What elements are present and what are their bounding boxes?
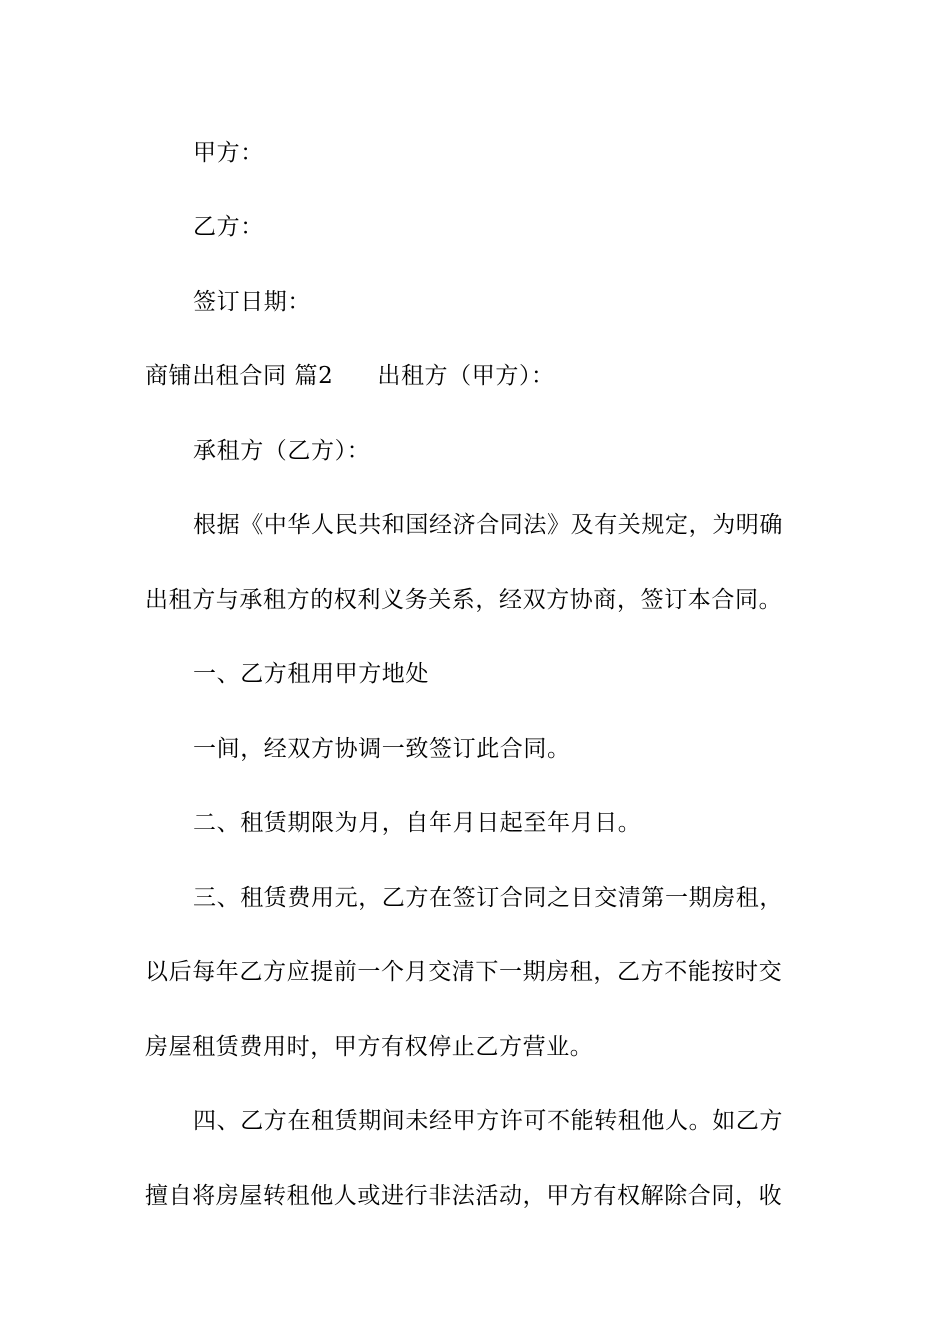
- lessor-label: 出租方（甲方）：: [377, 363, 555, 389]
- clause-4-line: 四、乙方在租赁期间未经甲方许可不能转租他人。如乙方: [193, 1108, 783, 1134]
- party-b-label: 乙方：: [193, 214, 264, 240]
- clause-3-line: 三、租赁费用元，乙方在签订合同之日交清第一期房租，: [193, 885, 783, 911]
- sign-date-label: 签订日期：: [193, 289, 311, 315]
- party-a-label: 甲方：: [193, 140, 264, 166]
- paragraph-line: 房屋租赁费用时，甲方有权停止乙方营业。: [145, 1034, 594, 1060]
- clause-1-line: 一、乙方租用甲方地处: [193, 661, 429, 687]
- paragraph-line: 出租方与承租方的权利义务关系，经双方协商，签订本合同。: [145, 587, 783, 613]
- clause-2-line: 二、租赁期限为月，自年月日起至年月日。: [193, 810, 642, 836]
- paragraph-line: 擅自将房屋转租他人或进行非法活动，甲方有权解除合同，收: [145, 1183, 783, 1209]
- paragraph-line: 一间，经双方协调一致签订此合同。: [193, 736, 571, 762]
- paragraph-line: 以后每年乙方应提前一个月交清下一期房租，乙方不能按时交: [145, 959, 783, 985]
- paragraph-line: 根据《中华人民共和国经济合同法》及有关规定，为明确: [193, 512, 783, 538]
- lessee-label: 承租方（乙方）：: [193, 438, 371, 464]
- section-heading-line: [145, 361, 810, 391]
- section-title: 商铺出租合同 篇2: [145, 363, 334, 389]
